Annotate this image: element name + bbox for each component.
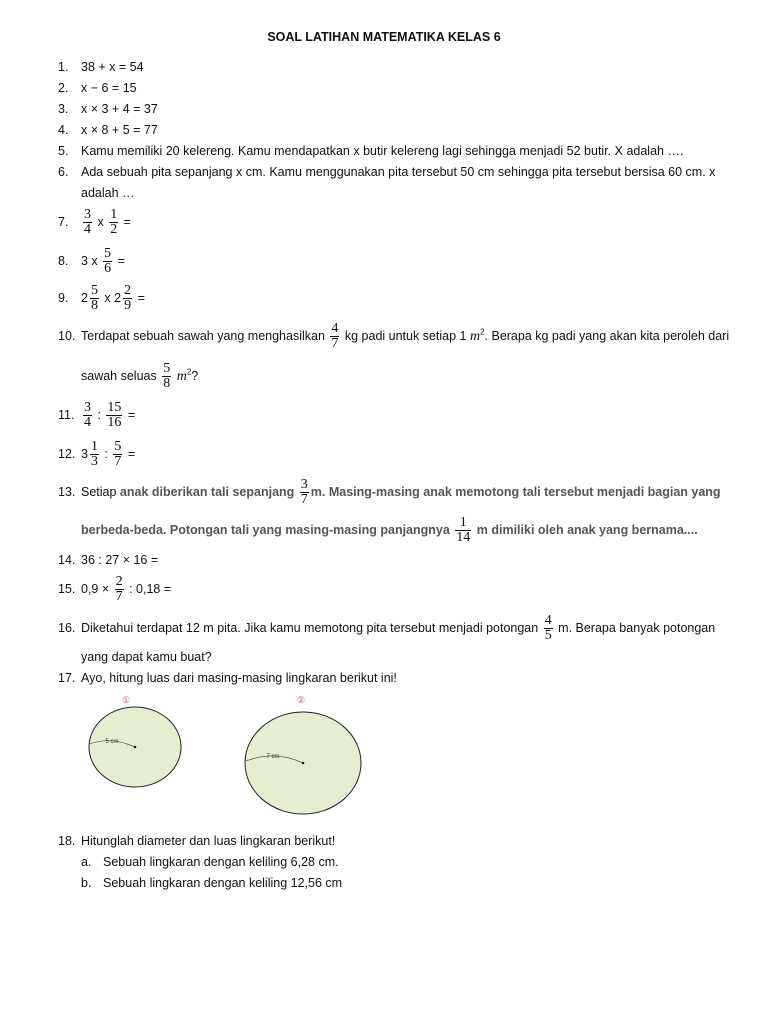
circle-2 (245, 695, 361, 814)
question-text: m dimiliki oleh anak yang bernama.... (473, 522, 698, 537)
question-7 (58, 208, 738, 237)
question-text: Hitunglah diameter dan luas lingkaran berikut! (81, 834, 336, 848)
question-13-line-2 (81, 516, 761, 545)
question-text: m. Berapa banyak potongan (554, 620, 716, 635)
question-13 (58, 478, 738, 507)
whole-number: 2 (81, 290, 88, 305)
page-title: SOAL LATIHAN MATEMATIKA KELAS 6 (267, 30, 501, 44)
question-text: sawah seluas (81, 368, 161, 383)
fraction (83, 401, 92, 430)
operator: : (100, 446, 112, 461)
question-number: 4. (58, 123, 69, 137)
item-text: Sebuah lingkaran dengan keliling 6,28 cm. (103, 855, 339, 869)
center-point (302, 762, 305, 765)
fraction (455, 516, 471, 545)
fraction (90, 284, 99, 313)
question-text: kg padi untuk setiap 1 (341, 328, 470, 343)
question-text: ? (191, 368, 199, 383)
denominator: 14 (456, 530, 471, 545)
item-text: Sebuah lingkaran dengan keliling 12,56 cm (103, 876, 343, 890)
circle-1 (89, 695, 181, 787)
fraction (83, 208, 92, 237)
numerator: 4 (544, 613, 552, 628)
numerator: 5 (104, 246, 112, 261)
question-5 (58, 144, 738, 158)
center-point (134, 746, 137, 749)
equals: = (114, 253, 125, 268)
fraction (103, 247, 112, 276)
question-text: Ada sebuah pita sepanjang x cm. Kamu menggunakan pita tersebut 50 cm sehingga pita tersebut bersisa 60 cm. x (81, 165, 716, 179)
question-number: 11. (58, 407, 75, 422)
question-number: 6. (58, 165, 69, 179)
question-6 (58, 165, 738, 179)
question-text: Ayo, hitung luas dari masing-masing lingkaran berikut ini! (81, 671, 397, 685)
operator: x 2 (100, 290, 122, 305)
question-number: 3. (58, 102, 69, 116)
numerator: 1 (90, 439, 98, 454)
fraction (106, 401, 122, 430)
whole-number: 3 (81, 446, 88, 461)
denominator: 8 (163, 376, 171, 391)
question-14 (58, 553, 738, 567)
question-number: 14. (58, 553, 76, 567)
expression-part: : 0,18 = (125, 581, 172, 596)
numerator: 3 (84, 207, 91, 222)
unit: m (469, 328, 481, 344)
item-marker: b. (81, 876, 92, 890)
question-3 (58, 102, 738, 116)
denominator: 2 (110, 222, 118, 237)
expression-part: 0,9 × (81, 581, 113, 596)
item-marker: a. (81, 855, 92, 869)
denominator: 8 (90, 298, 98, 313)
question-number: 15. (58, 581, 76, 596)
question-number: 5. (58, 144, 69, 158)
question-18-item-a (81, 855, 339, 869)
circles-figure (80, 692, 380, 817)
question-10-line-2 (81, 362, 761, 391)
numerator: 5 (90, 283, 98, 298)
circle-2-label: ② (296, 695, 306, 705)
fraction (330, 322, 339, 351)
fraction (115, 575, 124, 604)
denominator: 6 (104, 261, 112, 276)
question-2 (58, 81, 738, 95)
numerator: 3 (84, 400, 91, 415)
question-text: berbeda-beda. Potongan tali yang masing-masing panjangnya (81, 522, 454, 537)
question-17 (58, 671, 738, 685)
exponent: 2 (186, 367, 192, 377)
numerator: 5 (163, 361, 171, 376)
denominator: 16 (107, 415, 122, 430)
question-text: 36 : 27 × 16 = (81, 553, 159, 567)
exponent: 2 (480, 327, 485, 337)
denominator: 4 (84, 415, 91, 430)
question-text: Setiap (81, 484, 120, 499)
fraction (90, 440, 99, 469)
numerator: 2 (124, 283, 132, 298)
denominator: 7 (114, 454, 122, 469)
question-18-item-b (81, 876, 342, 890)
fraction (123, 284, 132, 313)
expression-part: 3 x (81, 253, 102, 268)
question-text: Diketahui terdapat 12 m pita. Jika kamu memotong pita tersebut menjadi potongan (81, 620, 542, 635)
question-number: 13. (58, 484, 76, 499)
question-number: 7. (58, 214, 69, 229)
numerator: 4 (331, 321, 339, 336)
denominator: 7 (331, 336, 339, 351)
question-text: Terdapat sebuah sawah yang menghasilkan (81, 328, 329, 343)
question-4 (58, 123, 738, 137)
operator: x (94, 214, 108, 229)
fraction (109, 208, 118, 237)
fraction (300, 478, 309, 507)
fraction (113, 440, 122, 469)
question-15 (58, 575, 738, 604)
question-12 (58, 440, 738, 469)
equals: = (124, 446, 136, 461)
question-16 (58, 614, 738, 643)
question-1 (58, 60, 738, 74)
question-text: x − 6 = 15 (81, 81, 137, 95)
question-number: 1. (58, 60, 69, 74)
operator: : (94, 407, 105, 422)
equals: = (134, 290, 145, 305)
equals: = (124, 407, 136, 422)
equals: = (120, 214, 131, 229)
denominator: 4 (84, 222, 91, 237)
numerator: 5 (114, 439, 122, 454)
question-16-line-2: yang dapat kamu buat? (81, 650, 212, 664)
question-8 (58, 247, 738, 276)
numerator: 15 (107, 400, 122, 415)
radius-label: 7 cm (266, 754, 280, 760)
unit: m (176, 368, 187, 384)
question-number: 18. (58, 834, 76, 848)
question-text: 38 + x = 54 (81, 60, 144, 74)
denominator: 7 (300, 492, 308, 507)
question-text: . Berapa kg padi yang akan kita peroleh dari (484, 328, 730, 343)
question-11 (58, 401, 738, 430)
numerator: 3 (300, 477, 308, 492)
question-6-line-2: adalah … (81, 186, 135, 200)
question-text: anak diberikan tali sepanjang (119, 484, 298, 499)
question-number: 9. (58, 290, 69, 305)
question-number: 10. (58, 328, 76, 343)
denominator: 3 (90, 454, 98, 469)
question-text: x × 3 + 4 = 37 (81, 102, 158, 116)
denominator: 9 (124, 298, 132, 313)
question-number: 12. (58, 446, 76, 461)
question-text: m. Masing-masing anak memotong tali tersebut menjadi bagian yang (310, 484, 721, 499)
radius-label: 5 cm (105, 739, 119, 745)
question-10 (58, 322, 738, 351)
question-number: 2. (58, 81, 69, 95)
question-text: x × 8 + 5 = 77 (81, 123, 158, 137)
fraction (544, 614, 553, 643)
question-9 (58, 284, 738, 313)
denominator: 5 (544, 628, 552, 643)
question-text: Kamu memiliki 20 kelereng. Kamu mendapatkan x butir kelereng lagi sehingga menjadi 52 butir. X adalah …. (81, 144, 684, 158)
numerator: 1 (459, 515, 467, 530)
question-18 (58, 834, 738, 848)
question-number: 16. (58, 620, 76, 635)
numerator: 1 (110, 207, 118, 222)
question-number: 8. (58, 253, 69, 268)
circle-1-label: ① (121, 695, 131, 705)
fraction (162, 362, 171, 391)
numerator: 2 (115, 574, 123, 589)
question-number: 17. (58, 671, 76, 685)
denominator: 7 (115, 589, 123, 604)
